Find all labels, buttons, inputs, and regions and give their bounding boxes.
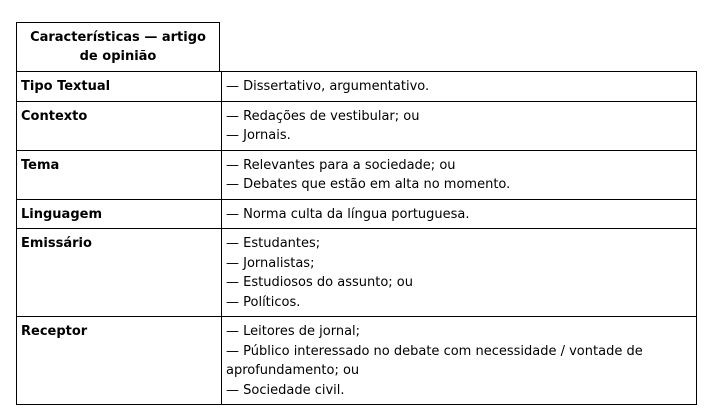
characteristics-table — [16, 71, 697, 405]
row-value — [222, 72, 697, 102]
value-line: — Norma culta da língua portuguesa. — [226, 206, 470, 222]
row-label: Emissário — [17, 229, 222, 317]
row-value — [222, 317, 697, 405]
value-line: — Políticos. — [226, 294, 301, 310]
row-value — [222, 199, 697, 229]
value-line: — Estudiosos do assunto; ou — [226, 275, 413, 290]
value-line: — Público interessado no debate com necessidade / vontade de aprofundamento; ou — [226, 343, 643, 378]
value-line: — Dissertativo, argumentativo. — [226, 79, 430, 94]
value-line: — Sociedade civil. — [226, 382, 345, 398]
value-line: — Redações de vestibular; ou — [226, 108, 420, 124]
value-line: — Estudantes; — [226, 236, 321, 251]
value-line: — Relevantes para a sociedade; ou — [226, 157, 456, 173]
table-row-linguagem — [17, 199, 697, 229]
table-row-contexto — [17, 101, 697, 150]
row-label: Linguagem — [17, 199, 222, 229]
row-label: Receptor — [17, 317, 222, 405]
row-label: Tipo Textual — [17, 72, 222, 102]
table-row-tipo-textual — [17, 72, 697, 102]
value-line: — Jornalistas; — [226, 255, 315, 271]
row-label: Tema — [17, 150, 222, 199]
row-value — [222, 150, 697, 199]
value-line: — Leitores de jornal; — [226, 324, 361, 339]
table-row-tema — [17, 150, 697, 199]
row-value — [222, 229, 697, 317]
row-label: Contexto — [17, 101, 222, 150]
table-header-cell — [16, 22, 220, 71]
row-value — [222, 101, 697, 150]
table-row-emissario — [17, 229, 697, 317]
table-row-receptor — [17, 317, 697, 405]
table-header-text: Características — artigo de opinião — [30, 30, 206, 64]
value-line: — Debates que estão em alta no momento. — [226, 177, 511, 192]
value-line: — Jornais. — [226, 128, 291, 143]
